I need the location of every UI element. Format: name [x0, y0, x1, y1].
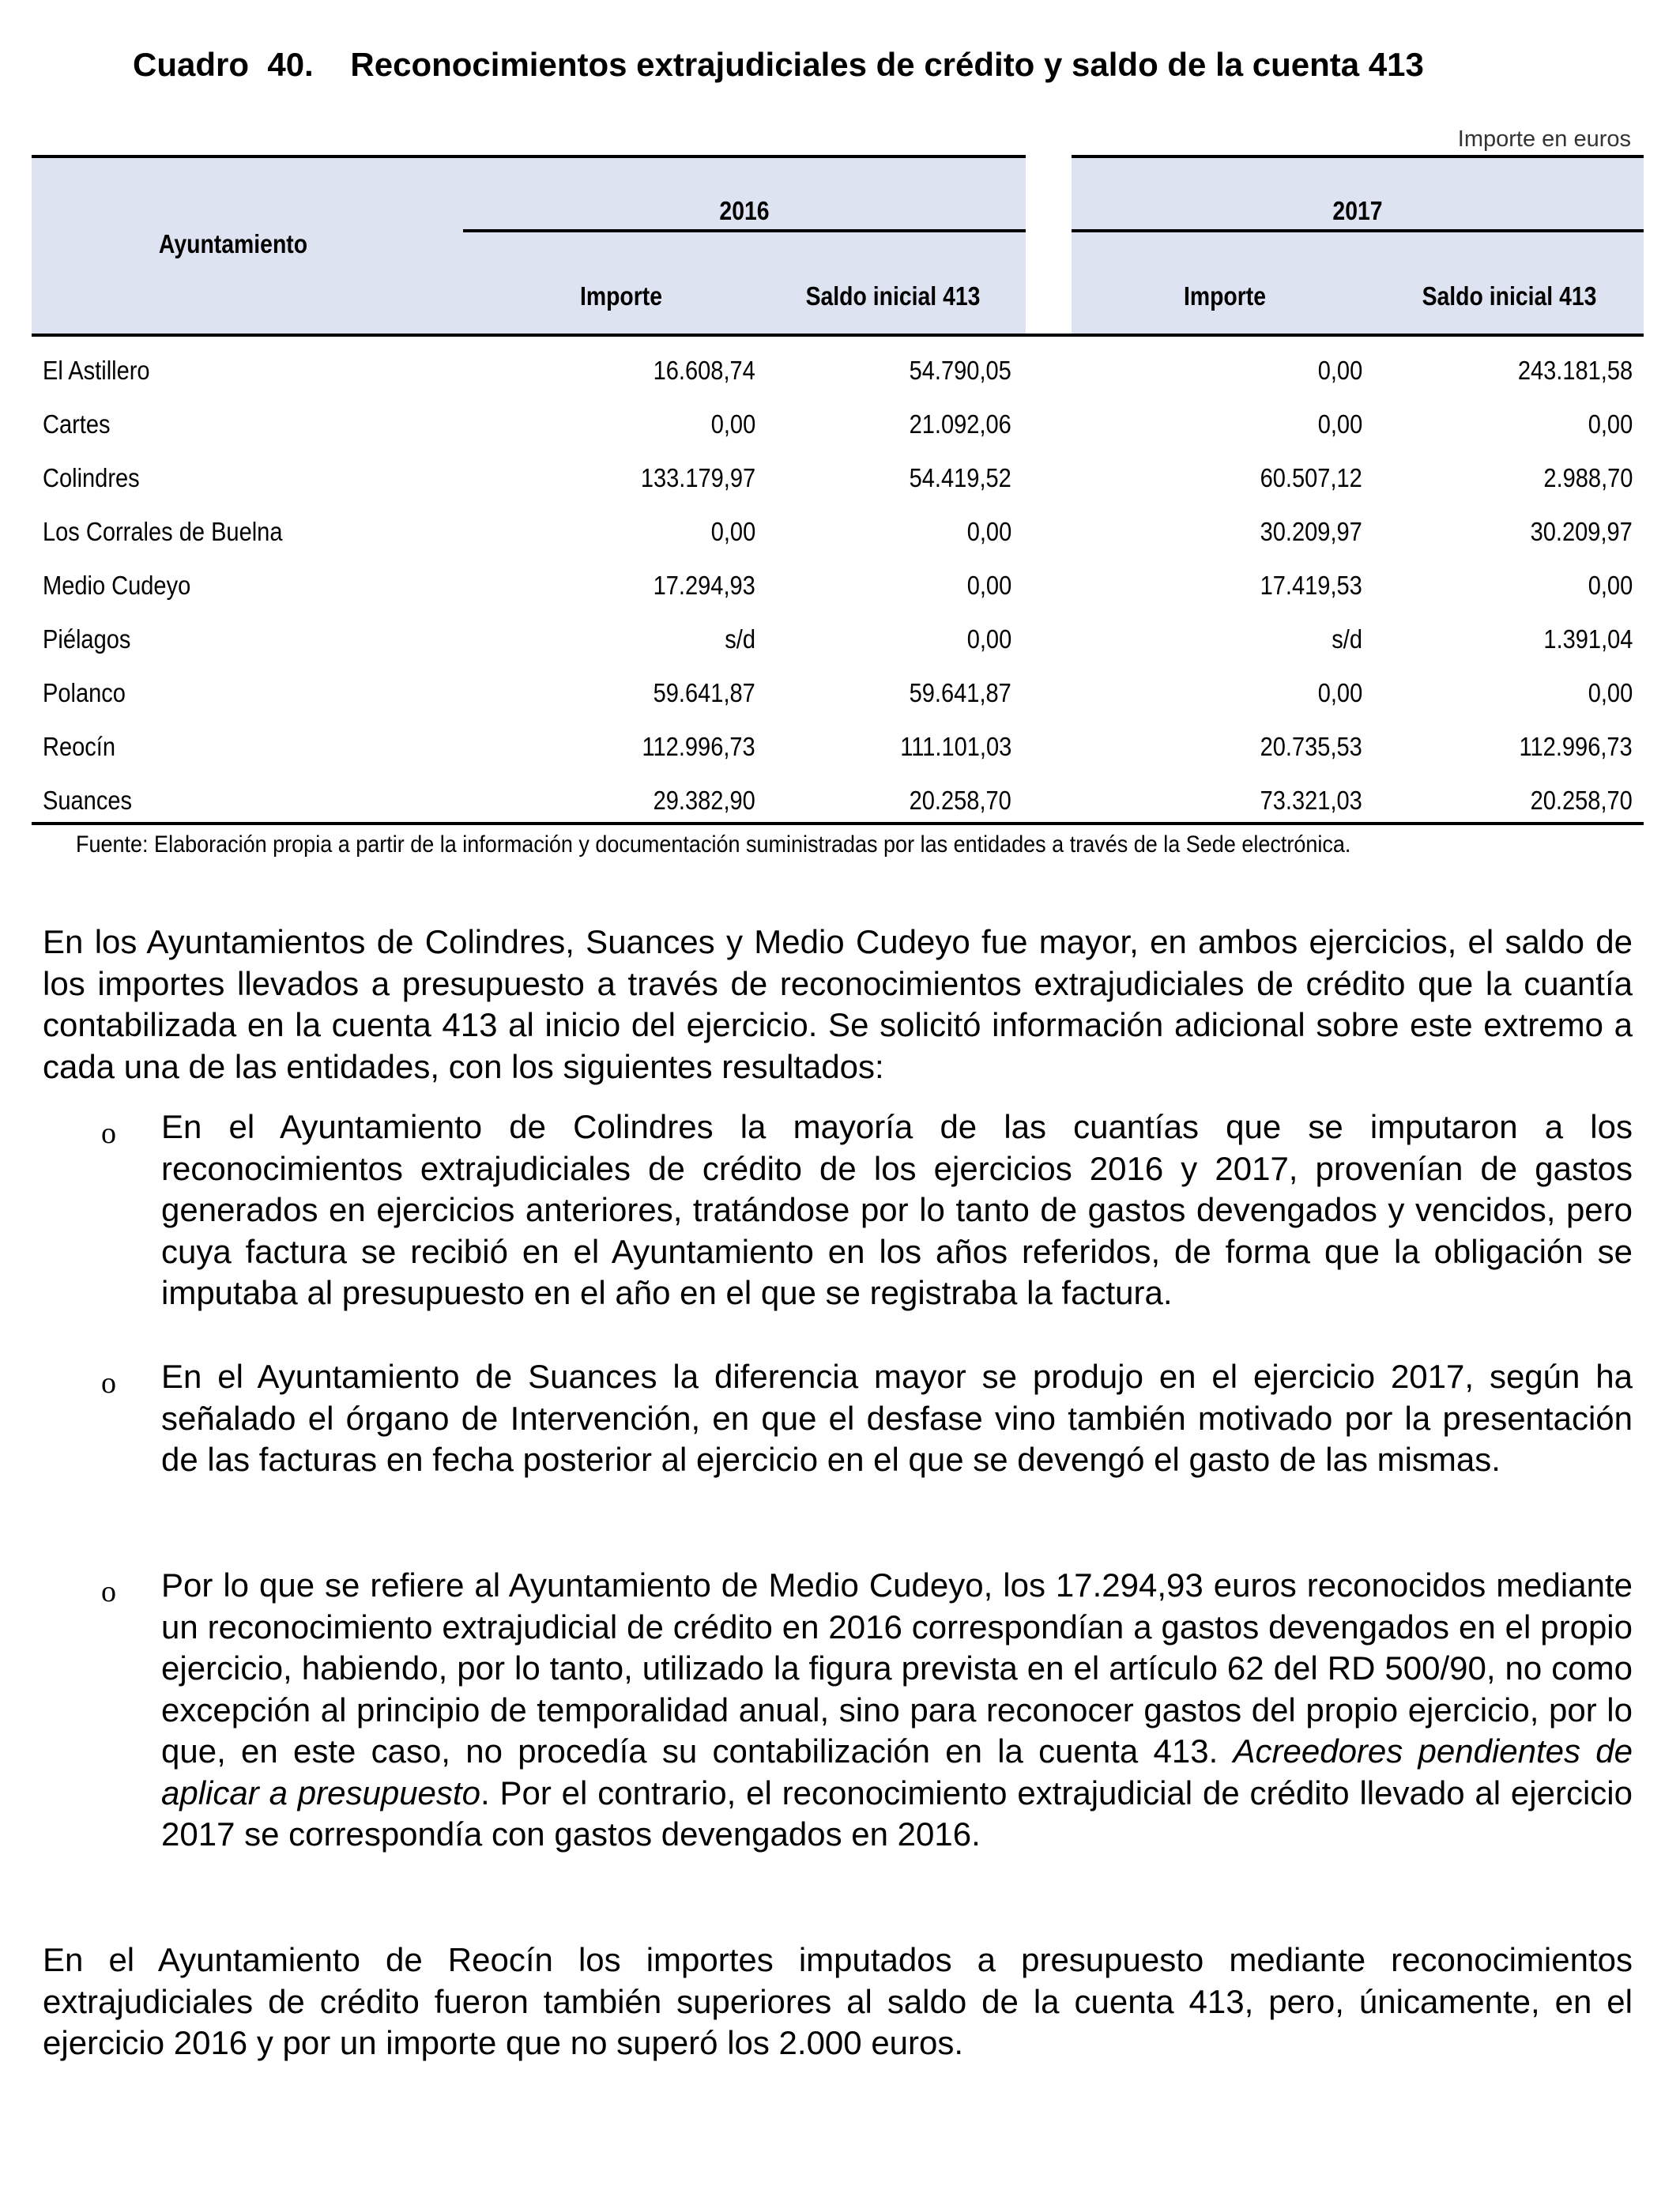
table-row	[32, 401, 1644, 455]
cell-saldo-2016: 59.641,87	[909, 678, 1011, 707]
cell-importe-2016: 17.294,93	[653, 571, 755, 600]
cell-importe-2017: 20.735,53	[1260, 732, 1362, 761]
cell-saldo-2017: 20.258,70	[1530, 786, 1633, 815]
cell-saldo-2016: 54.790,05	[909, 356, 1011, 385]
table-title: Cuadro 40. Reconocimientos extrajudiciales de crédito y saldo de la cuenta 413	[133, 46, 1424, 83]
bullet-marker: o	[101, 1575, 116, 1608]
cell-saldo-2016: 0,00	[966, 517, 1011, 546]
cell-importe-2017: 0,00	[1317, 409, 1362, 439]
cell-importe-2017: 30.209,97	[1260, 517, 1362, 546]
table-row	[32, 509, 1644, 563]
table-row	[32, 348, 1644, 401]
col-header-importe-2016: Importe	[579, 281, 663, 311]
col-header-saldo-2017: Saldo inicial 413	[1422, 281, 1597, 311]
cell-saldo-2016: 0,00	[966, 571, 1011, 600]
units-note: Importe en euros	[1457, 126, 1631, 152]
bullet-text: . Por el contrario, el reconocimiento extrajudicial de crédito llevado al ejercicio 2017 se correspondía con gastos devengados en 2016.	[161, 1774, 1633, 1853]
bullet-medio-cudeyo	[161, 1565, 1633, 1856]
cell-importe-2017: 73.321,03	[1260, 786, 1362, 815]
bullet-colindres: En el Ayuntamiento de Colindres la mayoría de las cuantías que se imputaron a los reconocimientos extrajudiciales de crédito de los ejercicios 2016 y 2017, provenían de gastos generados en ejercicios anteriores, tratándose por lo tanto de gastos devengados y vencidos, pero cuya factura se recibió en el Ayuntamiento en los años referidos, de forma que la obligación se imputaba al presupuesto en el año en el que se registraba la factura.	[161, 1108, 1633, 1311]
bullet-suances: En el Ayuntamiento de Suances la diferencia mayor se produjo en el ejercicio 2017, según ha señalado el órgano de Intervención, en que el desfase vino también motivado por la presentación de las facturas en fecha posterior al ejercicio en el que se devengó el gasto de las mismas.	[161, 1358, 1633, 1478]
col-header-2017: 2017	[1332, 196, 1383, 225]
cell-ayuntamiento: Reocín	[43, 732, 116, 761]
paragraph-intro: En los Ayuntamientos de Colindres, Suances y Medio Cudeyo fue mayor, en ambos ejercicios, el saldo de los importes llevados a presupuesto a través de reconocimientos extrajudiciales de crédito que la cuantía contabilizada en la cuenta 413 al inicio del ejercicio. Se solicitó información adicional sobre este extremo a cada una de las entidades, con los siguientes resultados:	[43, 923, 1633, 1085]
cell-importe-2016: 0,00	[710, 409, 755, 439]
cell-importe-2017: s/d	[1332, 624, 1362, 654]
cell-saldo-2016: 111.101,03	[899, 732, 1011, 761]
cell-importe-2016: 29.382,90	[653, 786, 755, 815]
source-note: Fuente: Elaboración propia a partir de la información y documentación suministradas por las entidades a través de la Sede electrónica.	[76, 831, 1351, 858]
year-rule-2017	[1072, 229, 1644, 232]
cell-importe-2017: 17.419,53	[1260, 571, 1362, 600]
cell-saldo-2016: 20.258,70	[909, 786, 1011, 815]
cell-ayuntamiento: Cartes	[43, 409, 111, 439]
cell-saldo-2016: 54.419,52	[909, 463, 1011, 492]
cell-ayuntamiento: Piélagos	[43, 624, 131, 654]
header-bottom-rule	[32, 334, 1644, 337]
italic-account-name: Acreedores pendientes de aplicar a presupuesto	[161, 1732, 1633, 1811]
col-header-2016: 2016	[719, 196, 770, 225]
cell-saldo-2017: 112.996,73	[1519, 732, 1633, 761]
cell-importe-2017: 0,00	[1317, 356, 1362, 385]
col-header-saldo-2016: Saldo inicial 413	[805, 281, 981, 311]
cell-ayuntamiento: Colindres	[43, 463, 140, 492]
bullet-marker: o	[101, 1117, 116, 1150]
cell-importe-2016: 0,00	[710, 517, 755, 546]
table-row	[32, 616, 1644, 670]
cell-saldo-2017: 0,00	[1588, 409, 1633, 439]
col-header-ayuntamiento: Ayuntamiento	[158, 229, 308, 258]
table-row	[32, 724, 1644, 778]
cell-saldo-2017: 243.181,58	[1517, 356, 1633, 385]
table-row	[32, 670, 1644, 724]
table-bottom-rule	[32, 822, 1644, 825]
paragraph-reocin: En el Ayuntamiento de Reocín los importes imputados a presupuesto mediante reconocimientos extrajudiciales de crédito fueron también superiores al saldo de la cuenta 413, pero, únicamente, en el ejercicio 2016 y por un importe que no superó los 2.000 euros.	[43, 1941, 1633, 2061]
cell-importe-2016: 16.608,74	[653, 356, 755, 385]
cell-ayuntamiento: El Astillero	[43, 356, 150, 385]
cell-importe-2016: s/d	[725, 624, 755, 654]
cell-saldo-2017: 0,00	[1588, 571, 1633, 600]
cell-importe-2017: 0,00	[1317, 678, 1362, 707]
cell-saldo-2017: 0,00	[1588, 678, 1633, 707]
cell-saldo-2016: 21.092,06	[909, 409, 1011, 439]
bullet-text: Por lo que se refiere al Ayuntamiento de Medio Cudeyo, los 17.294,93 euros reconocidos mediante un reconocimiento extrajudicial de crédito en 2016 correspondían a gastos devengados en el propio ejercicio, habiendo, por lo tanto, utilizado la figura prevista en el artículo 62 del RD 500/90, no como excepción al principio de temporalidad anual, sino para reconocer gastos del propio ejercicio, por lo que, en este caso, no procedía su contabilización en la cuenta 413.	[161, 1566, 1633, 1770]
cell-saldo-2017: 30.209,97	[1530, 517, 1633, 546]
cell-ayuntamiento: Los Corrales de Buelna	[43, 517, 283, 546]
cell-ayuntamiento: Medio Cudeyo	[43, 571, 191, 600]
year-rule-2016	[463, 229, 1026, 232]
cell-saldo-2017: 1.391,04	[1543, 624, 1633, 654]
cell-ayuntamiento: Suances	[43, 786, 133, 815]
cell-ayuntamiento: Polanco	[43, 678, 126, 707]
cell-importe-2016: 59.641,87	[653, 678, 755, 707]
cell-importe-2016: 112.996,73	[642, 732, 755, 761]
cell-saldo-2017: 2.988,70	[1543, 463, 1633, 492]
col-header-importe-2017: Importe	[1183, 281, 1267, 311]
cell-saldo-2016: 0,00	[966, 624, 1011, 654]
cell-importe-2017: 60.507,12	[1260, 463, 1362, 492]
cell-importe-2016: 133.179,97	[640, 463, 755, 492]
table-row	[32, 455, 1644, 509]
bullet-marker: o	[101, 1367, 116, 1400]
table-row	[32, 563, 1644, 616]
